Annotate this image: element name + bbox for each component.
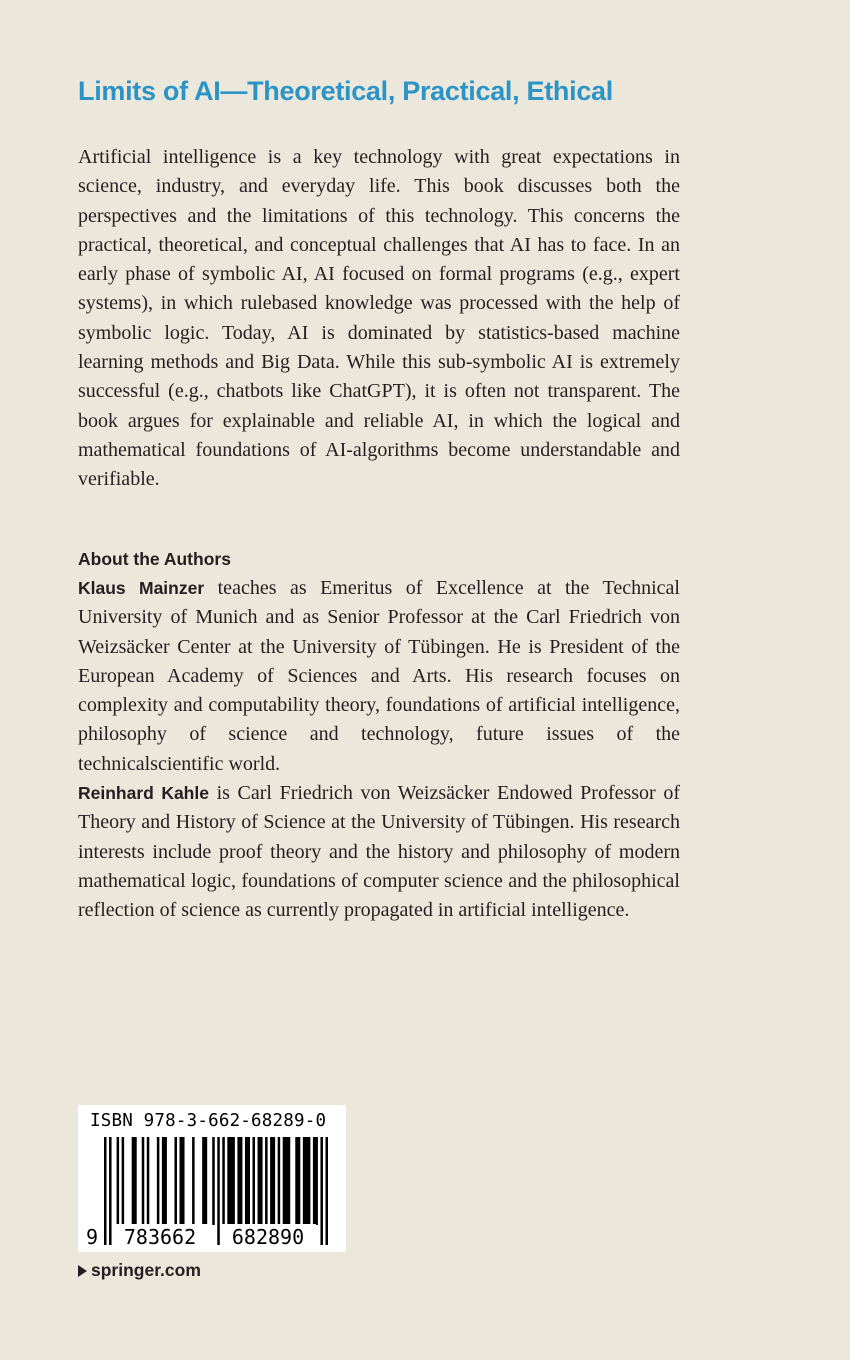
barcode-bar <box>258 1137 263 1225</box>
ean-left-digits: 783662 <box>112 1224 208 1250</box>
about-authors-heading: About the Authors <box>78 549 231 569</box>
barcode-bar <box>192 1137 195 1225</box>
barcode-bar <box>212 1137 215 1225</box>
barcode-bar <box>325 1137 328 1245</box>
barcode-bar <box>180 1137 185 1225</box>
barcode-bar <box>252 1137 255 1225</box>
barcode-bar <box>237 1137 242 1225</box>
author-bio-mainzer <box>78 574 680 779</box>
barcode-bar <box>320 1137 323 1245</box>
author-name-mainzer: Klaus Mainzer <box>78 578 205 598</box>
author-bio-text-mainzer: teaches as Emeritus of Excellence at the Technical University of Munich and as Senior Professor at the Carl Friedrich von Weizsäcker Center at the University of Tübingen. He is President of the European Academy of Sciences and Arts. His research focuses on complexity and computability theory, foundations of artificial intelligence, philosophy of science and technology, future issues of the technicalscientific world. <box>78 577 680 775</box>
about-authors-section <box>78 545 680 926</box>
barcode-bar <box>227 1137 235 1225</box>
barcode-bar <box>283 1137 291 1225</box>
barcode-bar <box>278 1137 281 1225</box>
barcode-bar <box>122 1137 125 1225</box>
barcode-bar <box>313 1137 318 1225</box>
book-title: Limits of AI—Theoretical, Practical, Ethical <box>78 76 613 106</box>
ean-lead-digit: 9 <box>85 1225 99 1249</box>
book-blurb: Artificial intelligence is a key technology with great expectations in science, industry, and everyday life. This book discusses both the perspectives and the limitations of this technology. This concerns the practical, theoretical, and conceptual challenges that AI has to face. In an early phase of symbolic AI, AI focused on formal programs (e.g., expert systems), in which rulebased knowledge was processed with the help of symbolic logic. Today, AI is dominated by statistics-based machine learning methods and Big Data. While this sub-symbolic AI is extremely successful (e.g., chatbots like ChatGPT), it is often not transparent. The book argues for explainable and reliable AI, in which the logical and mathematical foundations of AI-algorithms become understandable and verifiable. <box>78 146 680 491</box>
barcode-bar <box>147 1137 150 1225</box>
author-bio-kahle <box>78 779 680 925</box>
barcode-bar <box>245 1137 250 1225</box>
barcode-bar <box>174 1137 177 1225</box>
isbn-label: ISBN 978-3-662-68289-0 <box>90 1111 327 1131</box>
barcode-bar <box>104 1137 107 1245</box>
barcode-bar <box>265 1137 268 1225</box>
barcode-bar <box>117 1137 120 1225</box>
barcode-bar <box>142 1137 145 1225</box>
isbn-barcode <box>78 1105 346 1252</box>
barcode-bar <box>132 1137 137 1225</box>
barcode-bar <box>162 1137 167 1225</box>
barcode-bar <box>157 1137 160 1225</box>
barcode-bar <box>202 1137 207 1225</box>
publisher-url: springer.com <box>91 1260 201 1280</box>
barcode-bar <box>303 1137 311 1225</box>
publisher-link[interactable] <box>78 1260 201 1281</box>
barcode-bar <box>270 1137 275 1225</box>
barcode-bar <box>295 1137 300 1225</box>
author-name-kahle: Reinhard Kahle <box>78 783 209 804</box>
arrow-right-icon <box>78 1265 87 1277</box>
ean-right-digits: 682890 <box>220 1224 316 1250</box>
author-bio-text-kahle: is Carl Friedrich von Weizsäcker Endowed Professor of Theory and History of Science at the University of Tübingen. His research interests include proof theory and the history and philosophy of modern mathematical logic, foundations of computer science and the philosophical reflection of science as currently propagated in artificial intelligence. <box>78 782 680 922</box>
